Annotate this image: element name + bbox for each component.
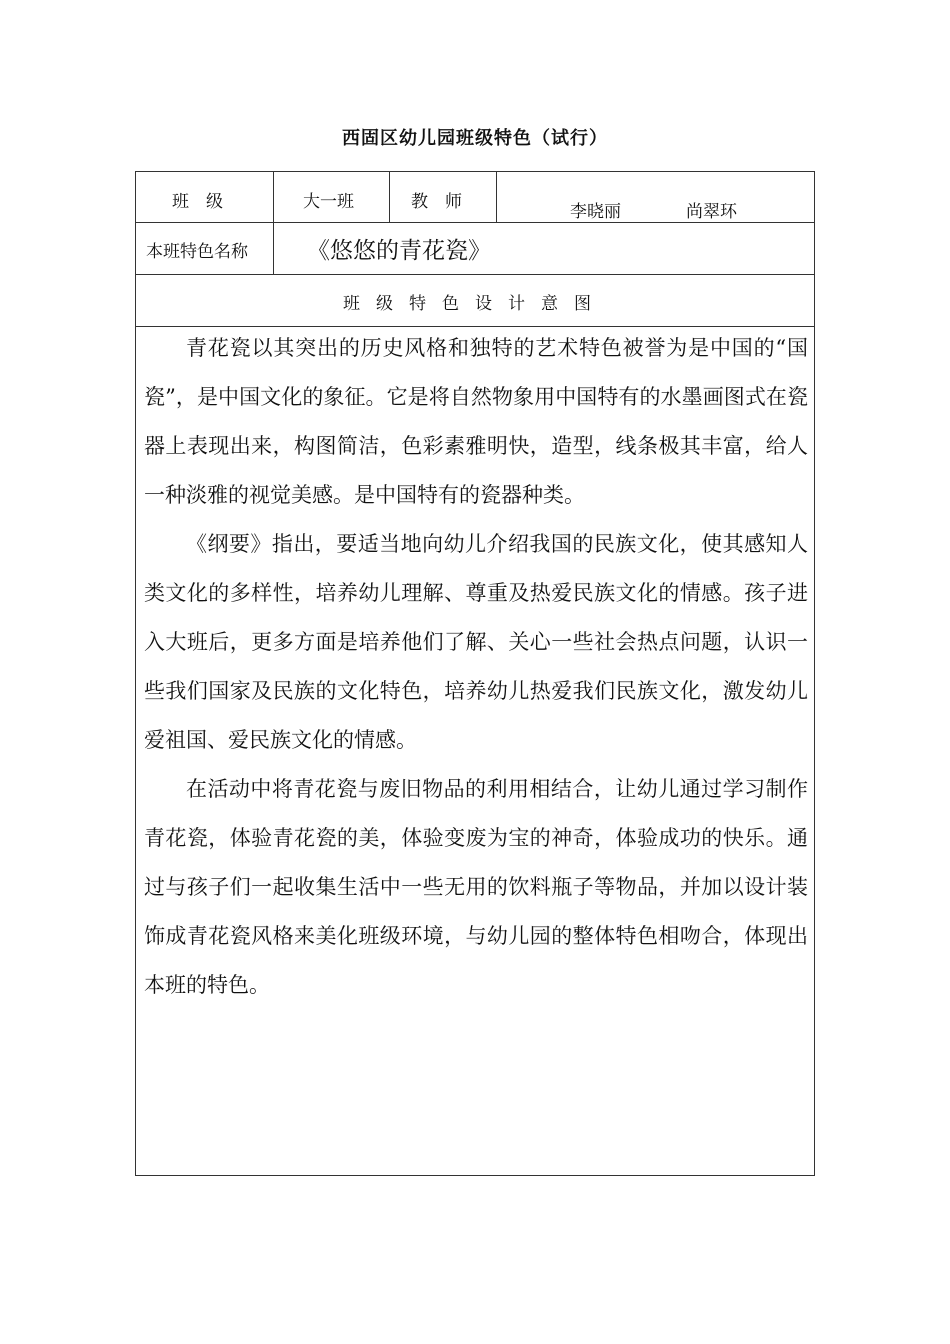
teacher-name-2: 尚翠环 [686, 202, 737, 222]
document-title: 西固区幼儿园班级特色（试行） [342, 128, 608, 149]
class-value: 大一班 [303, 192, 354, 212]
feature-table [135, 171, 815, 1176]
column-divider [389, 172, 390, 222]
class-label: 班 级 [172, 192, 223, 212]
teacher-name-1: 李晓丽 [570, 202, 621, 222]
column-divider [273, 222, 274, 274]
column-divider [496, 172, 497, 222]
paragraph: 《纲要》指出，要适当地向幼儿介绍我国的民族文化，使其感知人类文化的多样性，培养幼儿理解、尊重及热爱民族文化的情感。孩子进入大班后，更多方面是培养他们了解、关心一些社会热点问题，认识一些我们国家及民族的文化特色，培养幼儿热爱我们民族文化，激发幼儿爱祖国、爱民族文化的情感。 [144, 532, 808, 752]
feature-name-label: 本班特色名称 [146, 242, 248, 262]
section-title: 班级特色设计意图 [343, 294, 607, 314]
paragraph: 在活动中将青花瓷与废旧物品的利用相结合，让幼儿通过学习制作青花瓷，体验青花瓷的美，体验变废为宝的神奇，体验成功的快乐。通过与孩子们一起收集生活中一些无用的饮料瓶子等物品，并加以设计装饰成青花瓷风格来美化班级环境，与幼儿园的整体特色相吻合，体现出本班的特色。 [144, 777, 808, 997]
column-divider [273, 172, 274, 222]
design-intent-text [144, 324, 808, 1010]
row-divider [136, 222, 814, 223]
feature-name-value: 《悠悠的青花瓷》 [307, 238, 491, 264]
row-divider [136, 274, 814, 275]
paragraph: 青花瓷以其突出的历史风格和独特的艺术特色被誉为是中国的“国瓷”，是中国文化的象征。它是将自然物象用中国特有的水墨画图式在瓷器上表现出来，构图简洁，色彩素雅明快，造型，线条极其丰富，给人一种淡雅的视觉美感。是中国特有的瓷器种类。 [144, 336, 808, 507]
teacher-label: 教 师 [411, 192, 462, 212]
